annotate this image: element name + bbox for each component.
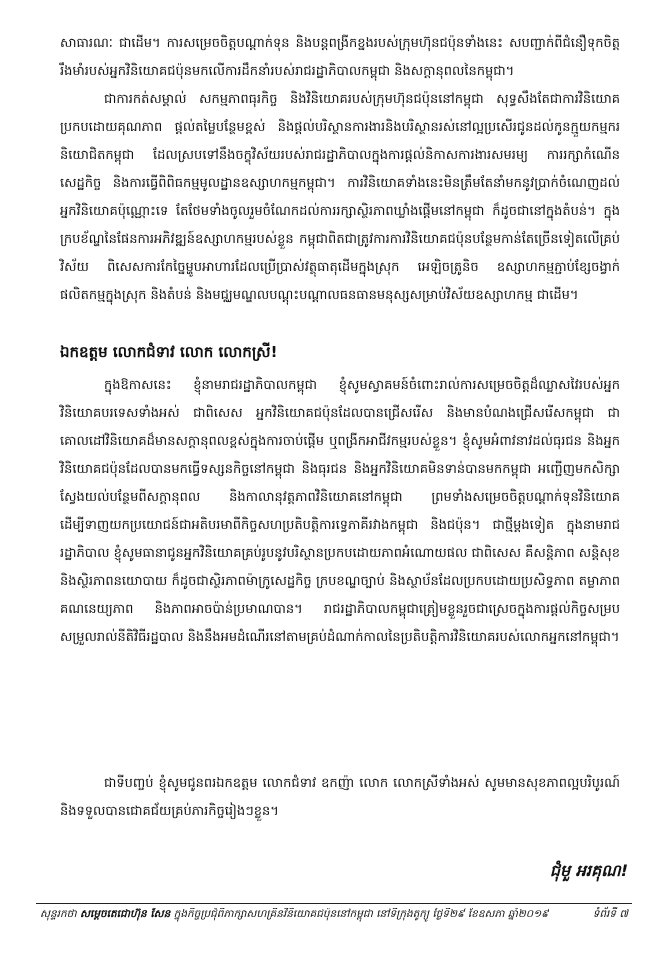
paragraph-japanese-investment: ជាការកត់សម្គាល់ សកម្មភាពធុរកិច្ច និងវិនិយោគរបស់ក្រុមហ៊ុនជប៉ុននៅកម្ពុជា សុទ្ធសឹងតែជាការវិនិយោគប្រកបដោយគុណភាព ផ្ដល់តម្លៃបន្ថែមខ្ពស់ និងផ្ដល់បរិស្ថានការងារនិងបរិស្ថានរស់នៅល្អប្រសើរជូនដល់កូនក្មួយកម្មករ និយោជិតកម្ពុជា ដែលស្របទៅនឹងចក្ខុវិស័យរបស់រាជរដ្ឋាភិបាលក្នុងការផ្ដល់និកាសការងារសមរម្យ ការរក្សាកំណើនសេដ្ឋកិច្ច និងការធ្វើពិពិធកម្មមូលដ្ឋានឧស្សាហកម្មកម្ពុជា។ ការវិនិយោគទាំងនេះមិនត្រឹមតែនាំមកនូវប្រាក់ចំណេញដល់អ្នកវិនិយោគប៉ុណ្ណោះទេ តែថែមទាំងចូលរួមចំណែកដល់ការរក្សាស្ថិរភាពឃ្លាំងផ្ដើមនៅកម្ពុជា ក៏ដូចជានៅក្នុងតំបន់។ ក្នុងក្របខ័ណ្ឌនៃផែនការអភិវឌ្ឍន៍ឧស្សាហកម្មរបស់ខ្លួន កម្ពុជាពិតជាត្រូវការការវិនិយោគជប៉ុនបន្ថែមកាន់តែច្រើនទៀតលើគ្រប់វិស័យ ពិសេសការកែច្នៃម្ហូបអាហារដែលប្រើប្រាស់វត្ថុធាតុដើមក្នុងស្រុក អេឡិចត្រូនិច ឧស្សាហកម្មភ្ជាប់ខ្សែចង្វាក់ផលិតកម្មក្នុងស្រុក និងតំបន់ និងមជ្ឈមណ្ឌលបណ្ដុះបណ្ដាលធនធានមនុស្សសម្រាប់វិស័យឧស្សាហកម្ម ជាដើម។ [60,92,620,303]
paragraph-invitation: ក្នុងឱកាសនេះ ខ្ញុំនាមរាជរដ្ឋាភិបាលកម្ពុជា ខ្ញុំសូមស្វាគមន៍ចំពោះរាល់ការសម្រេចចិត្តដ៏ឈ្លាសវៃរបស់អ្នកវិនិយោគបរទេសទាំងអស់ ជាពិសេស អ្នកវិនិយោគជប៉ុនដែលបានជ្រើសរើស និងមានបំណងជ្រើសរើសកម្ពុជា ជាគោលដៅវិនិយោគដ៏មានសក្ដានុពលខ្ពស់ក្នុងការចាប់ផ្ដើម ឬពង្រីកអាជីវកម្មរបស់ខ្លួន។ ខ្ញុំសូមអំពាវនាវដល់ធុរជន និងអ្នកវិនិយោគជប៉ុនដែលបានមកធ្វើទស្សនកិច្ចនៅកម្ពុជា និងធុរជន និងអ្នកវិនិយោគមិនទាន់បានមកកម្ពុជា អញ្ជើញមកសិក្សាស្វែងយល់បន្ថែមពីសក្ដានុពល និងកាលានុវត្តភាពវិនិយោគនៅកម្ពុជា ព្រមទាំងសម្រេចចិត្តបណ្ដាក់ទុនវិនិយោគ ដើម្បីទាញយកប្រយោជន៍ជាអតិបរមាពីកិច្ចសហប្រតិបត្តិការទ្វេភាគីរវាងកម្ពុជា និងជប៉ុន។ ជាថ្មីម្ដងទៀត ក្នុងនាមរាជរដ្ឋាភិបាល ខ្ញុំសូមធានាជូនអ្នកវិនិយោគគ្រប់រូបនូវបរិស្ថានប្រកបដោយភាពអំណោយផល ជាពិសេស គឺសន្តិភាព សន្តិសុខ និងស្ថិរភាពនយោបាយ ក៏ដូចជាស្ថិរភាពម៉ាក្រូសេដ្ឋកិច្ច ក្របខណ្ឌច្បាប់ និងស្ថាប័នដែលប្រកបដោយប្រសិទ្ធភាព តម្លាភាព គណនេយ្យភាព និងភាពអាចប៉ាន់ប្រមាណបាន។ រាជរដ្ឋាភិបាលកម្ពុជាត្រៀមខ្លួនរួចជាស្រេចក្នុងការផ្ដល់កិច្ចសម្របសម្រួលរាល់នីតិវិធីរដ្ឋបាល និងនឹងអមដំណើរនៅតាមគ្រប់ដំណាក់កាលនៃប្រតិបត្តិការវិនិយោគរបស់លោកអ្នកនៅកម្ពុជា។ [60,378,621,645]
footer-prefix: សុន្ទរកថា [40,908,77,920]
page-number: ទំព័រទី ៧ [592,908,628,920]
footer-event: ក្នុងកិច្ចប្រជុំពិភាក្សាសហគ្រិនវិនិយោគជប៉ុននៅកម្ពុជា នៅទីក្រុងតូក្យូ ថ្ងៃទី២៩ ខែឧសភា ឆ្នាំ២០១៩ [173,908,549,920]
page-footer [40,908,628,923]
closing-thanks: ជុំមួ អរគុណ! [549,861,628,880]
footer-divider [36,903,632,904]
paragraph-continuation: សាធារណៈ ជាដើម។ ការសម្រេចចិត្តបណ្ដាក់ទុន និងបន្តពង្រីកខ្នងរបស់ក្រុមហ៊ុនជប៉ុនទាំងនេះ សបញ្ជាក់ពីជំនឿទុកចិត្តរឹងមាំរបស់អ្នកវិនិយោគជប៉ុនមកលើការដឹកនាំរបស់រាជរដ្ឋាភិបាលកម្ពុជា និងសក្ដានុពលនៃកម្ពុជា។ [60,36,620,79]
footer-citation [40,908,549,923]
paragraph-closing-wishes: ជាទីបញ្ចប់ ខ្ញុំសូមជូនពរឯកឧត្ដម លោកជំទាវ ឧកញ៉ា លោក លោកស្រីទាំងអស់ សូមមានសុខភាពល្អបរិបូរណ៍ និងទទួលបានជោគជ័យគ្រប់ភារកិច្ចរៀងៗខ្លួន។ [60,776,620,819]
footer-speaker: សម្ដេចតេជោហ៊ុន សែន [80,908,171,920]
salutation-heading: ឯកឧត្តម លោកជំទាវ លោក លោកស្រី! [60,343,278,361]
